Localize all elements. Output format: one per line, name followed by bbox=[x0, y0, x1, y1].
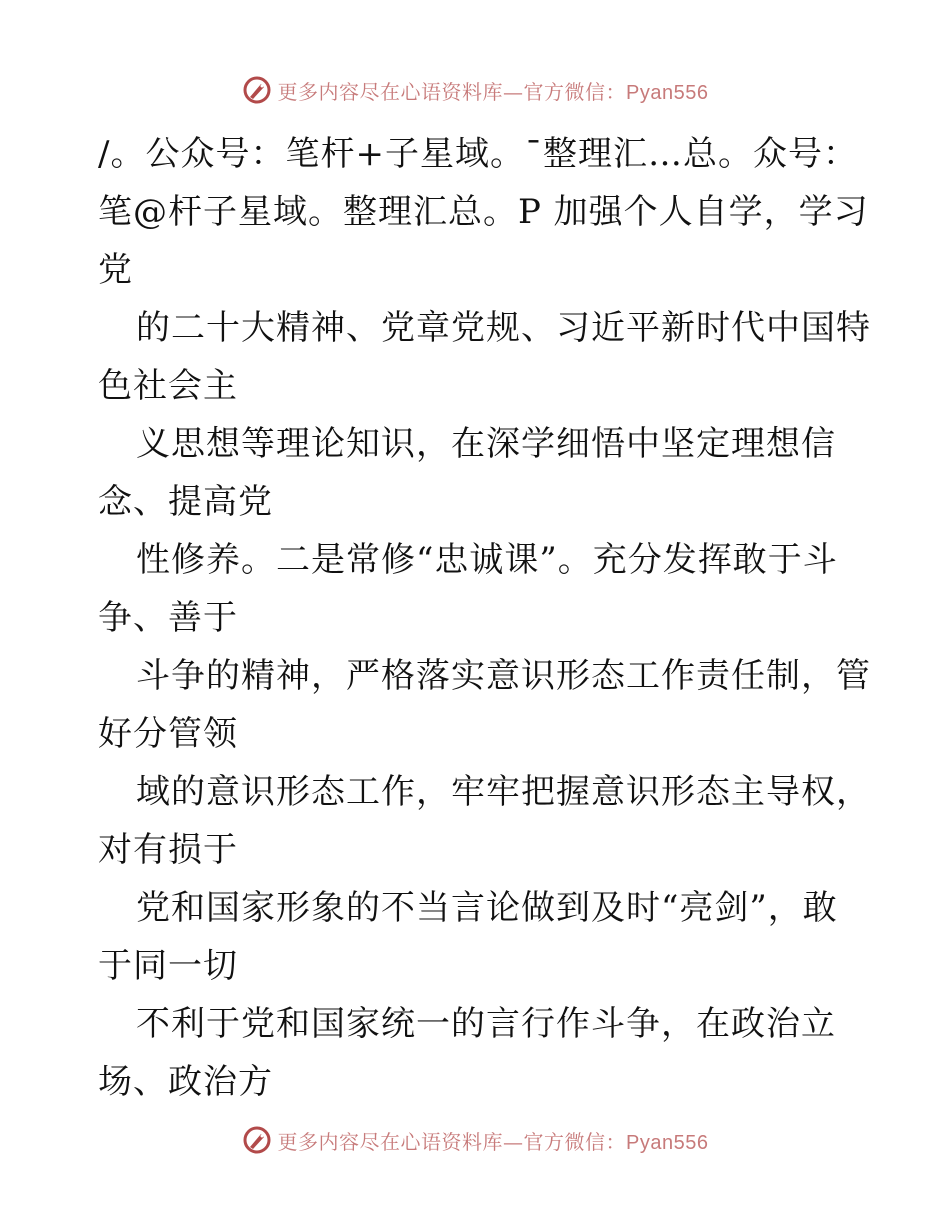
footer-banner-text: 更多内容尽在心语资料库—官方微信：Pyan556 bbox=[277, 1129, 709, 1154]
text-line: 场、政治方 bbox=[98, 1062, 273, 1102]
text-line: 色社会主 bbox=[98, 366, 238, 406]
footer-banner-handle: Pyan556 bbox=[626, 1131, 709, 1154]
document-body bbox=[98, 125, 878, 1111]
header-banner-text: 更多内容尽在心语资料库—官方微信：Pyan556 bbox=[277, 79, 709, 104]
pen-nib-circle-icon bbox=[242, 75, 272, 105]
pen-nib-circle-icon bbox=[242, 1125, 272, 1155]
text-line: 义思想等理论知识，在深学细悟中坚定理想信 bbox=[136, 424, 836, 464]
text-line: 好分管领 bbox=[98, 714, 238, 754]
text-line: /。公众号：笔杆+子星域。¯整理汇…总。众号： bbox=[98, 134, 858, 174]
text-line: 不利于党和国家统一的言行作斗争，在政治立 bbox=[136, 1004, 836, 1044]
footer-banner bbox=[0, 1120, 950, 1160]
text-line: 的二十大精神、党章党规、习近平新时代中国特 bbox=[136, 308, 871, 348]
header-banner bbox=[0, 70, 950, 110]
text-line: 党 bbox=[98, 250, 133, 290]
header-banner-handle: Pyan556 bbox=[626, 81, 709, 104]
text-line: 对有损于 bbox=[98, 830, 238, 870]
text-line: 党和国家形象的不当言论做到及时“亮剑”，敢 bbox=[136, 888, 838, 928]
text-line: 于同一切 bbox=[98, 946, 238, 986]
text-line: 念、提高党 bbox=[98, 482, 273, 522]
text-line: 域的意识形态工作，牢牢把握意识形态主导权， bbox=[136, 772, 871, 812]
text-line: 笔@杆子星域。整理汇总。P 加强个人自学，学习 bbox=[98, 192, 869, 232]
text-line: 争、善于 bbox=[98, 598, 238, 638]
text-line: 斗争的精神，严格落实意识形态工作责任制，管 bbox=[136, 656, 871, 696]
text-line: 性修养。二是常修“忠诚课”。充分发挥敢于斗 bbox=[136, 540, 838, 580]
